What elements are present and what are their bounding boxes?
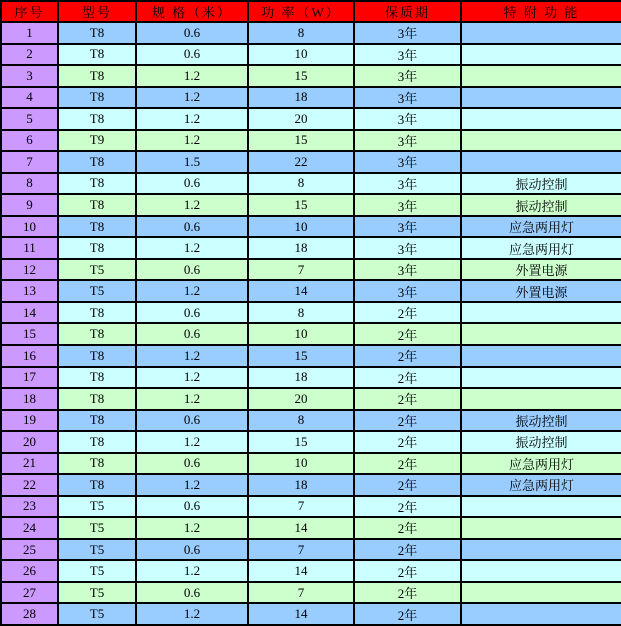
cell-spec: 1.2 <box>136 345 248 367</box>
cell-spec: 0.6 <box>136 173 248 195</box>
cell-serial: 28 <box>1 603 58 625</box>
cell-warranty: 2年 <box>354 302 461 324</box>
table-row <box>1 453 621 475</box>
cell-serial: 14 <box>1 302 58 324</box>
cell-feature <box>461 87 621 109</box>
cell-serial: 9 <box>1 194 58 216</box>
cell-feature <box>461 367 621 389</box>
table-row <box>1 194 621 216</box>
cell-spec: 1.2 <box>136 431 248 453</box>
cell-model: T8 <box>58 237 136 259</box>
table-row <box>1 108 621 130</box>
cell-power: 7 <box>248 539 354 561</box>
cell-serial: 23 <box>1 496 58 518</box>
cell-model: T8 <box>58 302 136 324</box>
cell-spec: 1.5 <box>136 151 248 173</box>
header-cell-spec: 规 格（米） <box>136 1 248 22</box>
header-cell-model: 型号 <box>58 1 136 22</box>
cell-model: T5 <box>58 517 136 539</box>
cell-power: 15 <box>248 194 354 216</box>
cell-serial: 1 <box>1 22 58 44</box>
cell-spec: 1.2 <box>136 367 248 389</box>
table-row <box>1 367 621 389</box>
cell-power: 14 <box>248 603 354 625</box>
cell-model: T8 <box>58 65 136 87</box>
cell-spec: 0.6 <box>136 259 248 281</box>
table-row <box>1 280 621 302</box>
cell-spec: 1.2 <box>136 87 248 109</box>
cell-model: T5 <box>58 496 136 518</box>
cell-serial: 22 <box>1 474 58 496</box>
cell-spec: 1.2 <box>136 237 248 259</box>
table-row <box>1 173 621 195</box>
table-row <box>1 130 621 152</box>
cell-serial: 27 <box>1 582 58 604</box>
cell-warranty: 2年 <box>354 367 461 389</box>
cell-feature <box>461 65 621 87</box>
header-cell-serial: 序号 <box>1 1 58 22</box>
cell-power: 10 <box>248 453 354 475</box>
cell-warranty: 3年 <box>354 216 461 238</box>
cell-feature <box>461 130 621 152</box>
cell-spec: 0.6 <box>136 410 248 432</box>
cell-power: 18 <box>248 367 354 389</box>
cell-spec: 1.2 <box>136 388 248 410</box>
cell-warranty: 2年 <box>354 323 461 345</box>
cell-power: 8 <box>248 410 354 432</box>
cell-power: 10 <box>248 216 354 238</box>
cell-feature <box>461 560 621 582</box>
cell-model: T5 <box>58 560 136 582</box>
table-row <box>1 496 621 518</box>
cell-spec: 0.6 <box>136 582 248 604</box>
cell-serial: 17 <box>1 367 58 389</box>
cell-warranty: 3年 <box>354 22 461 44</box>
cell-model: T8 <box>58 173 136 195</box>
header-cell-power: 功 率（W） <box>248 1 354 22</box>
cell-model: T8 <box>58 388 136 410</box>
cell-power: 7 <box>248 496 354 518</box>
cell-feature <box>461 108 621 130</box>
cell-warranty: 3年 <box>354 280 461 302</box>
cell-model: T8 <box>58 431 136 453</box>
cell-feature <box>461 496 621 518</box>
cell-serial: 15 <box>1 323 58 345</box>
cell-model: T8 <box>58 108 136 130</box>
cell-serial: 26 <box>1 560 58 582</box>
cell-spec: 0.6 <box>136 496 248 518</box>
cell-feature <box>461 582 621 604</box>
cell-serial: 7 <box>1 151 58 173</box>
cell-warranty: 3年 <box>354 173 461 195</box>
cell-serial: 8 <box>1 173 58 195</box>
cell-model: T5 <box>58 280 136 302</box>
cell-model: T8 <box>58 410 136 432</box>
cell-warranty: 3年 <box>354 44 461 66</box>
cell-power: 18 <box>248 87 354 109</box>
cell-model: T8 <box>58 44 136 66</box>
table-row <box>1 151 621 173</box>
table-row <box>1 22 621 44</box>
cell-spec: 1.2 <box>136 280 248 302</box>
header-cell-warranty: 保质期 <box>354 1 461 22</box>
cell-model: T5 <box>58 539 136 561</box>
cell-feature <box>461 151 621 173</box>
cell-feature: 外置电源 <box>461 259 621 281</box>
table-row <box>1 259 621 281</box>
header-cell-feature: 特 附 功 能 <box>461 1 621 22</box>
cell-power: 10 <box>248 44 354 66</box>
cell-feature: 振动控制 <box>461 173 621 195</box>
cell-warranty: 2年 <box>354 603 461 625</box>
cell-power: 10 <box>248 323 354 345</box>
cell-power: 18 <box>248 237 354 259</box>
cell-power: 14 <box>248 280 354 302</box>
cell-warranty: 2年 <box>354 345 461 367</box>
cell-power: 18 <box>248 474 354 496</box>
cell-serial: 4 <box>1 87 58 109</box>
cell-feature: 应急两用灯 <box>461 216 621 238</box>
cell-warranty: 3年 <box>354 108 461 130</box>
table-row <box>1 517 621 539</box>
cell-model: T8 <box>58 367 136 389</box>
cell-warranty: 2年 <box>354 410 461 432</box>
cell-spec: 1.2 <box>136 194 248 216</box>
table-row <box>1 323 621 345</box>
table-row <box>1 388 621 410</box>
cell-serial: 3 <box>1 65 58 87</box>
cell-feature: 振动控制 <box>461 410 621 432</box>
cell-serial: 24 <box>1 517 58 539</box>
cell-warranty: 2年 <box>354 539 461 561</box>
cell-model: T5 <box>58 582 136 604</box>
cell-power: 20 <box>248 108 354 130</box>
cell-spec: 0.6 <box>136 22 248 44</box>
table-row <box>1 302 621 324</box>
cell-serial: 20 <box>1 431 58 453</box>
cell-spec: 1.2 <box>136 65 248 87</box>
cell-serial: 2 <box>1 44 58 66</box>
cell-power: 8 <box>248 302 354 324</box>
cell-power: 22 <box>248 151 354 173</box>
cell-serial: 11 <box>1 237 58 259</box>
cell-model: T9 <box>58 130 136 152</box>
cell-power: 7 <box>248 582 354 604</box>
cell-warranty: 3年 <box>354 87 461 109</box>
cell-warranty: 2年 <box>354 474 461 496</box>
table-row <box>1 237 621 259</box>
cell-serial: 13 <box>1 280 58 302</box>
cell-warranty: 2年 <box>354 517 461 539</box>
cell-power: 8 <box>248 173 354 195</box>
cell-power: 15 <box>248 431 354 453</box>
cell-serial: 12 <box>1 259 58 281</box>
cell-warranty: 2年 <box>354 560 461 582</box>
cell-serial: 18 <box>1 388 58 410</box>
cell-power: 20 <box>248 388 354 410</box>
table-row <box>1 603 621 625</box>
cell-model: T8 <box>58 474 136 496</box>
table-row <box>1 216 621 238</box>
cell-spec: 0.6 <box>136 323 248 345</box>
cell-power: 8 <box>248 22 354 44</box>
cell-feature <box>461 22 621 44</box>
cell-serial: 6 <box>1 130 58 152</box>
cell-power: 7 <box>248 259 354 281</box>
table-row <box>1 474 621 496</box>
table-row <box>1 410 621 432</box>
cell-model: T8 <box>58 87 136 109</box>
table-row <box>1 431 621 453</box>
cell-spec: 1.2 <box>136 108 248 130</box>
header-row <box>1 1 621 22</box>
cell-model: T5 <box>58 603 136 625</box>
cell-warranty: 2年 <box>354 453 461 475</box>
cell-serial: 25 <box>1 539 58 561</box>
cell-warranty: 2年 <box>354 431 461 453</box>
cell-model: T8 <box>58 323 136 345</box>
cell-warranty: 2年 <box>354 496 461 518</box>
cell-power: 14 <box>248 560 354 582</box>
cell-feature: 应急两用灯 <box>461 237 621 259</box>
cell-feature: 应急两用灯 <box>461 453 621 475</box>
cell-warranty: 3年 <box>354 194 461 216</box>
cell-feature <box>461 388 621 410</box>
cell-warranty: 2年 <box>354 388 461 410</box>
cell-model: T5 <box>58 259 136 281</box>
cell-feature <box>461 323 621 345</box>
cell-model: T8 <box>58 194 136 216</box>
cell-model: T8 <box>58 216 136 238</box>
cell-serial: 5 <box>1 108 58 130</box>
cell-warranty: 3年 <box>354 237 461 259</box>
cell-spec: 0.6 <box>136 539 248 561</box>
cell-feature <box>461 603 621 625</box>
cell-power: 15 <box>248 130 354 152</box>
cell-feature: 振动控制 <box>461 194 621 216</box>
cell-spec: 0.6 <box>136 302 248 324</box>
cell-warranty: 2年 <box>354 582 461 604</box>
cell-warranty: 3年 <box>354 130 461 152</box>
table-row <box>1 539 621 561</box>
cell-warranty: 3年 <box>354 65 461 87</box>
cell-feature <box>461 539 621 561</box>
cell-power: 15 <box>248 65 354 87</box>
cell-feature: 应急两用灯 <box>461 474 621 496</box>
cell-spec: 0.6 <box>136 44 248 66</box>
cell-serial: 21 <box>1 453 58 475</box>
cell-spec: 1.2 <box>136 560 248 582</box>
table-row <box>1 44 621 66</box>
cell-warranty: 3年 <box>354 151 461 173</box>
table-row <box>1 345 621 367</box>
table-row <box>1 582 621 604</box>
cell-model: T8 <box>58 345 136 367</box>
cell-serial: 19 <box>1 410 58 432</box>
cell-spec: 0.6 <box>136 216 248 238</box>
cell-serial: 16 <box>1 345 58 367</box>
cell-model: T8 <box>58 453 136 475</box>
cell-serial: 10 <box>1 216 58 238</box>
cell-model: T8 <box>58 22 136 44</box>
table-row <box>1 65 621 87</box>
cell-feature: 振动控制 <box>461 431 621 453</box>
cell-spec: 1.2 <box>136 474 248 496</box>
cell-feature <box>461 44 621 66</box>
table-body <box>1 22 621 625</box>
cell-feature: 外置电源 <box>461 280 621 302</box>
cell-spec: 1.2 <box>136 130 248 152</box>
table-row <box>1 87 621 109</box>
cell-model: T8 <box>58 151 136 173</box>
cell-feature <box>461 302 621 324</box>
cell-power: 14 <box>248 517 354 539</box>
cell-warranty: 3年 <box>354 259 461 281</box>
cell-spec: 1.2 <box>136 603 248 625</box>
cell-feature <box>461 345 621 367</box>
cell-feature <box>461 517 621 539</box>
cell-power: 15 <box>248 345 354 367</box>
cell-spec: 1.2 <box>136 517 248 539</box>
table-row <box>1 560 621 582</box>
cell-spec: 0.6 <box>136 453 248 475</box>
